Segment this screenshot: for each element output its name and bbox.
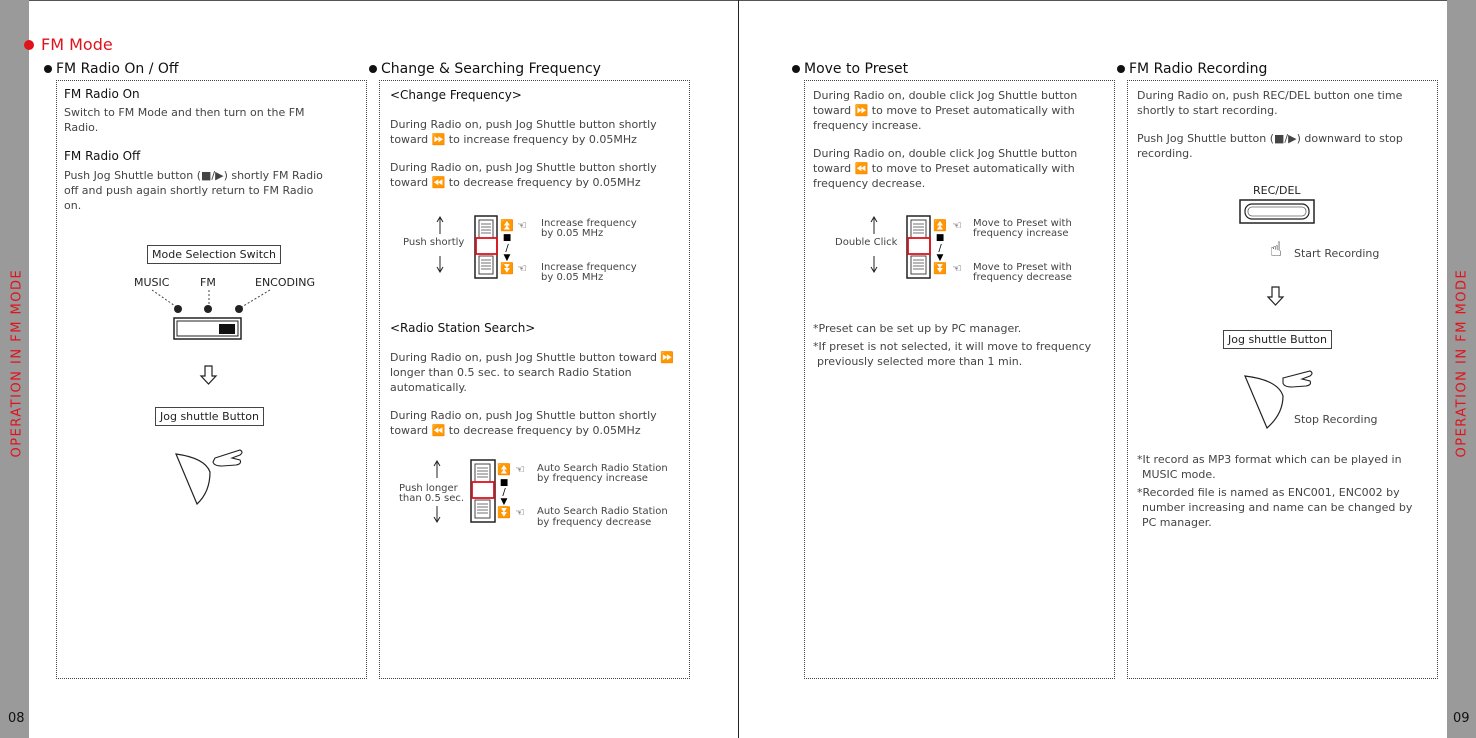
recording-note-1: *It record as MP3 format which can be played in MUSIC mode. [1137, 453, 1402, 481]
bullet-icon [792, 65, 800, 73]
switch-position-fm: FM [200, 276, 216, 289]
bullet-icon [369, 65, 377, 73]
section-title-frequency [369, 61, 601, 77]
svg-text:■: ■ [935, 233, 945, 243]
mode-selection-switch-label: Mode Selection Switch [147, 245, 281, 264]
change-frequency-text-1: During Radio on, push Jog Shuttle button shortly toward ⏩ to increase frequency by 0.05MHz [390, 118, 657, 146]
side-label-right: OPERATION IN FM MODE [1454, 268, 1470, 458]
push-shortly-label: Push shortly [403, 237, 465, 248]
radio-on-heading: FM Radio On [64, 87, 140, 101]
rec-del-label: REC/DEL [1253, 184, 1301, 197]
svg-text:■: ■ [499, 478, 509, 488]
switch-position-music: MUSIC [134, 276, 170, 289]
svg-text:⏫: ⏫ [500, 219, 514, 232]
section-title-radio [44, 61, 179, 77]
recording-note-2: *Recorded file is named as ENC001, ENC002 by number increasing and name can be changed by PC manager. [1137, 486, 1413, 529]
svg-text:☜: ☜ [952, 219, 962, 232]
page-spine [738, 0, 739, 738]
side-label-left: OPERATION IN FM MODE [9, 268, 25, 458]
d3-down-label-1: Move to Preset with [973, 262, 1072, 273]
svg-text:⏬: ⏬ [933, 262, 947, 275]
change-frequency-heading: <Change Frequency> [390, 88, 522, 102]
svg-text:▼: ▼ [500, 497, 508, 507]
section-title-preset [792, 61, 908, 77]
page-number-left: 08 [8, 711, 25, 726]
recording-text-2: Push Jog Shuttle button (■/▶) downward to stop recording. [1137, 132, 1403, 160]
recording-text-1: During Radio on, push REC/DEL button one time shortly to start recording. [1137, 89, 1403, 117]
d2-down-label-1: Auto Search Radio Station [537, 506, 668, 517]
push-longer-label-1: Push longer [399, 483, 458, 494]
svg-text:☝: ☝ [1269, 237, 1283, 261]
d1-up-label-1: Increase frequency [541, 218, 637, 229]
jog-shuttle-button-label: Jog shuttle Button [155, 407, 264, 426]
red-bullet-icon [24, 40, 34, 50]
switch-position-encoding: ENCODING [255, 276, 315, 289]
page-number-right: 09 [1453, 711, 1470, 726]
d3-down-label-2: frequency decrease [973, 272, 1072, 283]
stop-recording-label: Stop Recording [1294, 413, 1378, 426]
d1-down-label-1: Increase frequency [541, 262, 637, 273]
d2-up-label-2: by frequency increase [537, 473, 648, 484]
svg-text:☜: ☜ [517, 219, 527, 232]
svg-text:☜: ☜ [952, 262, 962, 275]
preset-note-1: *Preset can be set up by PC manager. [813, 322, 1022, 335]
preset-text-2: During Radio on, double click Jog Shuttle button toward ⏪ to move to Preset automatically with frequency decrease. [813, 147, 1078, 190]
jog-shuttle-button-label-right: Jog shuttle Button [1223, 330, 1332, 349]
svg-text:/: / [938, 243, 942, 254]
svg-text:⏬: ⏬ [500, 262, 514, 275]
double-click-label: Double Click [835, 237, 898, 248]
svg-text:⏬: ⏬ [497, 506, 511, 519]
top-rule-right [739, 0, 1447, 1]
mode-title: FM Mode [41, 35, 113, 54]
d3-up-label-1: Move to Preset with [973, 218, 1072, 229]
section-title-preset-text: Move to Preset [804, 61, 909, 77]
push-longer-label-2: than 0.5 sec. [399, 493, 465, 504]
section-title-frequency-text: Change & Searching Frequency [381, 61, 601, 77]
svg-text:/: / [502, 487, 506, 498]
svg-text:▼: ▼ [503, 253, 511, 263]
svg-text:⏫: ⏫ [497, 463, 511, 476]
start-recording-label: Start Recording [1294, 247, 1380, 260]
svg-text:▼: ▼ [936, 253, 944, 263]
search-text-2: During Radio on, push Jog Shuttle button shortly toward ⏪ to decrease frequency by 0.05MHz [390, 409, 657, 437]
d2-up-label-1: Auto Search Radio Station [537, 463, 668, 474]
radio-station-search-heading: <Radio Station Search> [390, 321, 536, 335]
bullet-icon [1117, 65, 1125, 73]
section-title-recording [1117, 61, 1267, 77]
jog-shuttle-hand-icon-right [0, 0, 1, 1]
bullet-icon [44, 65, 52, 73]
svg-text:☜: ☜ [515, 463, 525, 476]
radio-off-heading: FM Radio Off [64, 149, 141, 163]
section-title-recording-text: FM Radio Recording [1129, 61, 1268, 77]
svg-text:■: ■ [502, 233, 512, 243]
d1-down-label-2: by 0.05 MHz [541, 272, 604, 283]
svg-text:⏫: ⏫ [933, 219, 947, 232]
d3-up-label-2: frequency increase [973, 228, 1069, 239]
radio-on-text: Switch to FM Mode and then turn on the FM Radio. [64, 106, 305, 134]
d1-up-label-2: by 0.05 MHz [541, 228, 604, 239]
top-rule-left [29, 0, 738, 1]
radio-off-text: Push Jog Shuttle button (■/▶) shortly FM Radio off and push again shortly return to FM Radio on. [64, 169, 323, 212]
search-text-1: During Radio on, push Jog Shuttle button toward ⏩ longer than 0.5 sec. to search Radio Station automatically. [390, 351, 675, 394]
mode-heading [24, 35, 113, 54]
preset-text-1: During Radio on, double click Jog Shuttle button toward ⏩ to move to Preset automatically with frequency increase. [813, 89, 1078, 132]
change-frequency-text-2: During Radio on, push Jog Shuttle button shortly toward ⏪ to decrease frequency by 0.05MHz [390, 161, 657, 189]
section-title-radio-text: FM Radio On / Off [56, 61, 179, 77]
svg-text:☜: ☜ [515, 506, 525, 519]
d2-down-label-2: by frequency decrease [537, 517, 652, 528]
svg-text:☜: ☜ [517, 262, 527, 275]
svg-text:/: / [505, 243, 509, 254]
preset-note-2: *If preset is not selected, it will move to frequency previously selected more than 1 min. [813, 340, 1092, 368]
